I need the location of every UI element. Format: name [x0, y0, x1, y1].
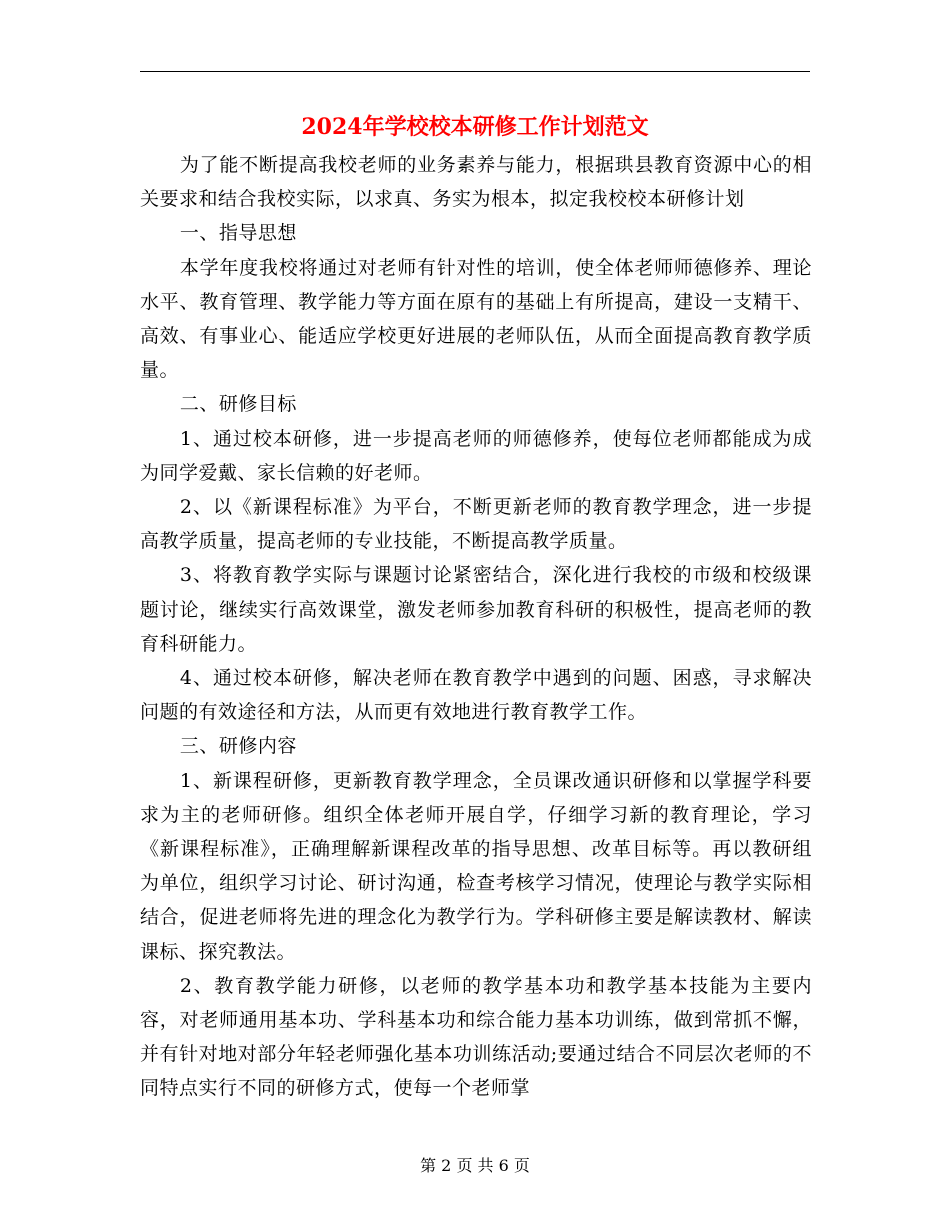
- header-rule: [140, 71, 810, 72]
- document-title: 2024年学校校本研修工作计划范文: [301, 114, 649, 140]
- list-item: 3、将教育教学实际与课题讨论紧密结合，深化进行我校的市级和校级课题讨论，继续实行高效课堂，激发老师参加教育科研的积极性，提高老师的教育科研能力。: [140, 564, 812, 655]
- list-item: 1、新课程研修，更新教育教学理念，全员课改通识研修和以掌握学科要求为主的老师研修。组织全体老师开展自学，仔细学习新的教育理论，学习《新课程标准》，正确理解新课程改革的指导思想、改革目标等。再以教研组为单位，组织学习讨论、研讨沟通，检查考核学习情况，使理论与教学实际相结合，促进老师将先进的理念化为教学行为。学科研修主要是解读教材、解读课标、探究教法。: [140, 769, 812, 963]
- section-heading: 三、研修内容: [179, 735, 297, 758]
- section-heading: 一、指导思想: [179, 222, 297, 245]
- body-paragraph: 为了能不断提高我校老师的业务素养与能力，根据珙县教育资源中心的相关要求和结合我校实际，以求真、务实为根本，拟定我校校本研修计划: [140, 154, 812, 211]
- list-item: 2、以《新课程标准》为平台，不断更新老师的教育教学理念，进一步提高教学质量，提高老师的专业技能，不断提高教学质量。: [140, 496, 812, 553]
- body-paragraph: 本学年度我校将通过对老师有针对性的培训，使全体老师师德修养、理论水平、教育管理、教学能力等方面在原有的基础上有所提高，建设一支精干、高效、有事业心、能适应学校更好进展的老师队伍，从而全面提高教育教学质量。: [140, 256, 812, 382]
- document-body: [140, 148, 812, 1106]
- list-item: 1、通过校本研修，进一步提高老师的师德修养，使每位老师都能成为成为同学爱戴、家长信赖的好老师。: [140, 427, 812, 484]
- section-heading: 二、研修目标: [179, 393, 297, 416]
- list-item: 2、教育教学能力研修，以老师的教学基本功和教学基本技能为主要内容，对老师通用基本功、学科基本功和综合能力基本功训练，做到常抓不懈，并有针对地对部分年轻老师强化基本功训练活动;要通过结合不同层次老师的不同特点实行不同的研修方式，使每一个老师掌: [140, 974, 812, 1100]
- list-item: 4、通过校本研修，解决老师在教育教学中遇到的问题、困惑，寻求解决问题的有效途径和方法，从而更有效地进行教育教学工作。: [140, 667, 812, 724]
- page-number: 第 2 页 共 6 页: [420, 1156, 530, 1175]
